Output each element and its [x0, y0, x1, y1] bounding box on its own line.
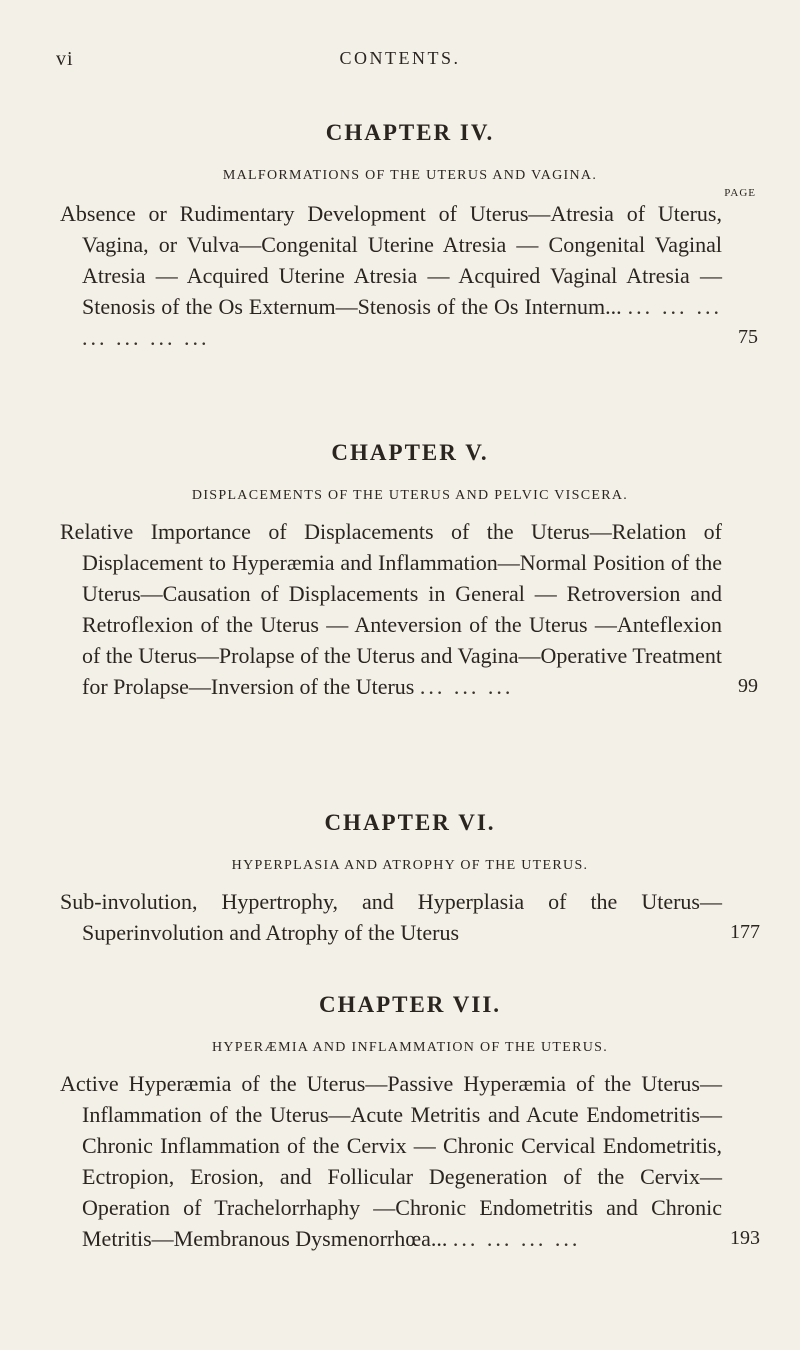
running-head: [0, 48, 800, 76]
chapter-v: [60, 438, 760, 724]
chapter-subtitle: DISPLACEMENTS OF THE UTERUS AND PELVIC VISCERA.: [191, 488, 629, 503]
chapter-subtitle: MALFORMATIONS OF THE UTERUS AND VAGINA.: [222, 168, 598, 183]
page-number: 193: [730, 1227, 760, 1249]
dot-leader: ... ... ... ...: [452, 1226, 581, 1251]
page-folio: vi: [56, 48, 74, 70]
entry-text: Absence or Rudimentary Development of Uterus—Atresia of Uterus, Vagina, or Vulva—Congenital Uterine Atresia — Congenital Vaginal Atresia — Acquired Uterine Atresia — Acquired Vaginal Atresia — Stenosis of the Os Externum—Stenosis of the Os Internum...: [60, 201, 722, 319]
chapter-subtitle: HYPERPLASIA AND ATROPHY OF THE UTERUS.: [231, 858, 589, 873]
chapter-subtitle: HYPERÆMIA AND INFLAMMATION OF THE UTERUS.: [211, 1040, 609, 1055]
chapter-title: CHAPTER IV.: [325, 120, 495, 145]
chapter-title: CHAPTER VII.: [318, 992, 502, 1017]
chapter-vii: [60, 990, 760, 1276]
running-head-title: CONTENTS.: [339, 48, 461, 68]
entry-text: Sub-involution, Hypertrophy, and Hyperplasia of the Uterus—Superinvolution and Atrophy of the Uterus: [60, 889, 722, 945]
page-column-label: PAGE: [724, 187, 756, 199]
chapter-entry: Absence or Rudimentary Development of Uterus—Atresia of Uterus, Vagina, or Vulva—Congenital Uterine Atresia — Congenital Vaginal Atresia — Acquired Uterine Atresia — Acquired Vaginal Atresia — Stenosis of the Os Externum—Stenosis of the Os Internum... ... ... ... ... ... ... ... 75: [60, 201, 758, 350]
entry-text: Relative Importance of Displacements of the Uterus—Relation of Displacement to Hyperæmia and Inflammation—Normal Position of the Uterus—Causation of Displacements in General — Retroversion and Retroflexion of the Uterus — Anteversion of the Uterus —Anteflexion of the Uterus—Prolapse of the Uterus and Vagina—Operative Treatment for Prolapse—Inversion of the Uterus: [60, 519, 722, 699]
dot-leader: ... ... ...: [419, 674, 514, 699]
dot-leader: ... ... ... ... ... ... ...: [82, 294, 723, 350]
chapter-title: CHAPTER VI.: [324, 810, 496, 835]
chapter-entry: [60, 886, 760, 948]
page-number: 177: [730, 921, 760, 943]
chapter-entry: [60, 1068, 760, 1254]
chapter-iv: [60, 118, 760, 375]
chapter-title: CHAPTER V.: [331, 440, 489, 465]
chapter-entry: Relative Importance of Displacements of the Uterus—Relation of Displacement to Hyperæmia and Inflammation—Normal Position of the Uterus—Causation of Displacements in General — Retroversion and Retroflexion of the Uterus — Anteversion of the Uterus —Anteflexion of the Uterus—Prolapse of the Uterus and Vagina—Operative Treatment for Prolapse—Inversion of the Uterus ... ... ... 99: [60, 519, 758, 699]
chapter-vi: [60, 808, 760, 970]
entry-text: Active Hyperæmia of the Uterus—Passive Hyperæmia of the Uterus—Inflammation of the Uterus—Acute Metritis and Acute Endometritis—Chronic Inflammation of the Cervix — Chronic Cervical Endometritis, Ectropion, Erosion, and Follicular Degeneration of the Cervix—Operation of Trachelorrhaphy —Chronic Endometritis and Chronic Metritis—Membranous Dysmenorrhœa...: [60, 1071, 722, 1251]
